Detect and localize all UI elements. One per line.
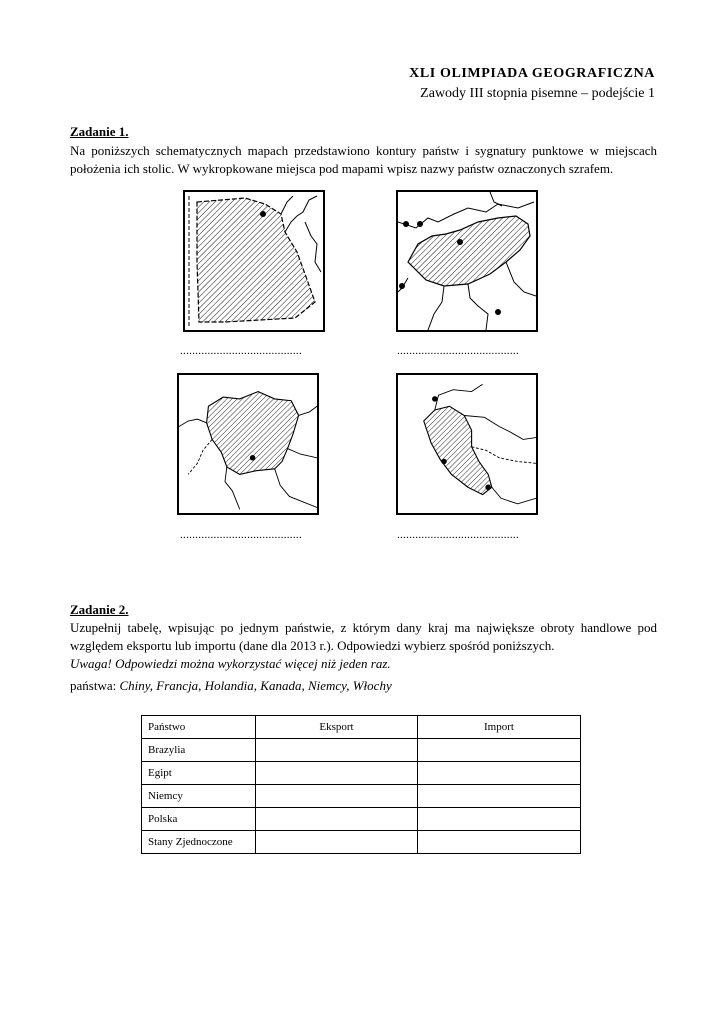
export-cell[interactable] <box>256 831 418 854</box>
capital-dot <box>260 211 266 217</box>
import-cell[interactable] <box>418 739 581 762</box>
map-2 <box>396 190 538 332</box>
map-3 <box>177 373 319 515</box>
export-cell[interactable] <box>256 785 418 808</box>
import-cell[interactable] <box>418 831 581 854</box>
import-cell[interactable] <box>418 785 581 808</box>
answer-line-1[interactable]: ........................................ <box>180 345 302 357</box>
col-header-export: Eksport <box>256 716 418 739</box>
row-country: Polska <box>142 808 256 831</box>
task1-heading: Zadanie 1. <box>70 124 129 139</box>
row-country: Egipt <box>142 762 256 785</box>
table-row <box>142 831 581 854</box>
trade-table <box>141 715 581 854</box>
export-cell[interactable] <box>256 808 418 831</box>
export-cell[interactable] <box>256 762 418 785</box>
row-country: Stany Zjednoczone <box>142 831 256 854</box>
import-cell[interactable] <box>418 762 581 785</box>
map-4 <box>396 373 538 515</box>
import-cell[interactable] <box>418 808 581 831</box>
row-country: Brazylia <box>142 739 256 762</box>
col-header-import: Import <box>418 716 581 739</box>
exam-title: XLI OLIMPIADA GEOGRAFICZNA <box>409 66 655 81</box>
task1-instructions: Na poniższych schematycznych mapach przedstawiono kontury państw i sygnatury punktowe w miejscach położenia ich stolic. W wykropkowane miejsca pod mapami wpisz nazwy państw oznaczonych szrafem. <box>70 143 657 176</box>
table-row <box>142 762 581 785</box>
countries-label: państwa: <box>70 678 117 693</box>
row-country: Niemcy <box>142 785 256 808</box>
table-row <box>142 739 581 762</box>
map-1 <box>183 190 325 332</box>
countries-list: Chiny, Francja, Holandia, Kanada, Niemcy, Włochy <box>119 678 392 693</box>
table-row <box>142 808 581 831</box>
answer-line-3[interactable]: ........................................ <box>180 529 302 541</box>
table-row <box>142 785 581 808</box>
export-cell[interactable] <box>256 739 418 762</box>
exam-subtitle: Zawody III stopnia pisemne – podejście 1 <box>420 86 655 101</box>
answer-line-2[interactable]: ........................................ <box>397 345 519 357</box>
task2-note: Uwaga! Odpowiedzi można wykorzystać więcej niż jeden raz. <box>70 656 391 671</box>
task2-heading: Zadanie 2. <box>70 602 129 617</box>
table-header-row <box>142 716 581 739</box>
answer-line-4[interactable]: ........................................ <box>397 529 519 541</box>
col-header-country: Państwo <box>142 716 256 739</box>
task2-instructions: Uzupełnij tabelę, wpisując po jednym państwie, z którym dany kraj ma największe obroty handlowe pod względem eksportu lub importu (dane dla 2013 r.). Odpowiedzi wybierz spośród poniższych. <box>70 620 657 653</box>
countries-options <box>70 678 392 694</box>
